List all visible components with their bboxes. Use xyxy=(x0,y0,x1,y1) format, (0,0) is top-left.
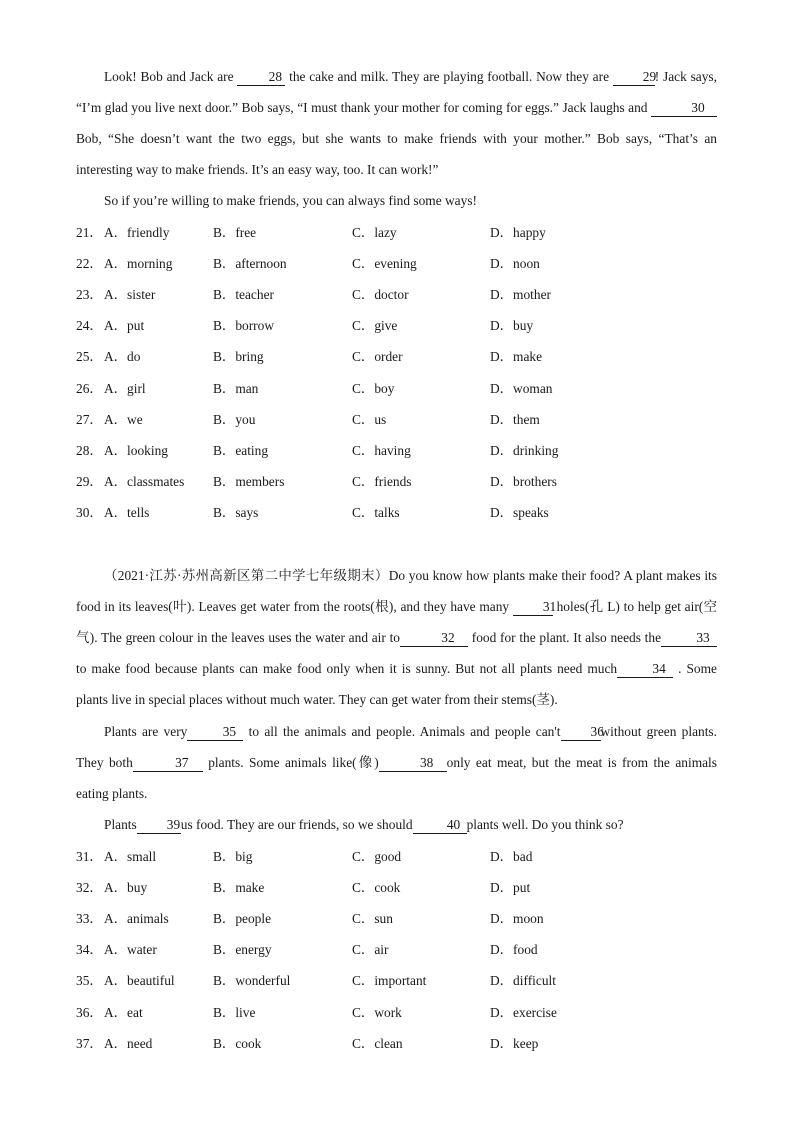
option-c: C．give xyxy=(352,318,398,334)
option-a: A．eat xyxy=(104,1004,143,1020)
question-row xyxy=(76,497,717,528)
question-row xyxy=(76,341,717,372)
option-d: D．buy xyxy=(490,318,534,334)
option-d: D．noon xyxy=(490,256,540,272)
option-a: A．we xyxy=(104,411,143,427)
option-d: D．drinking xyxy=(490,442,559,458)
blank-39: 39 xyxy=(137,816,181,834)
option-a: A．sister xyxy=(104,287,156,303)
blank-30: 30 xyxy=(651,99,717,117)
option-b: B．you xyxy=(213,411,256,427)
blank-28: 28 xyxy=(237,68,285,86)
question-number: 28． xyxy=(76,442,103,458)
passage2-paragraph1: （2021·江苏·苏州高新区第二中学七年级期末）Do you know how plants make their food? A plant makes its food in its leaves(叶). Leaves get water from the roots(根), and they have many 31 holes(孔 L) to help get air(空气). The green colour in the leaves uses the water and air to 32 food for the plant. It also needs the 33 to make food because plants can make food only when it is sunny. But not all plants need much 34 . Some plants live in special places without much water. They can get water from their stems(茎). xyxy=(76,568,718,707)
option-a: A．animals xyxy=(104,911,169,927)
question-row xyxy=(76,965,717,996)
option-d: D．bad xyxy=(490,849,533,864)
passage1-paragraph2: So if you’re willing to make friends, you can always find some ways! xyxy=(104,193,477,208)
blank-38: 38 xyxy=(379,754,447,772)
question-number: 34． xyxy=(76,942,103,958)
option-a: A．water xyxy=(104,942,157,958)
passage2-paragraph3: Plants 39us food. They are our friends, so we should 40 plants well. Do you think so? xyxy=(104,817,624,832)
question-row xyxy=(76,997,717,1028)
option-b: B．big xyxy=(213,849,253,864)
option-c: C．us xyxy=(352,411,387,427)
option-d: D．happy xyxy=(490,225,546,240)
option-a: A．buy xyxy=(104,880,148,896)
option-a: A．small xyxy=(104,849,157,864)
option-a: A．do xyxy=(104,349,141,365)
option-c: C．boy xyxy=(352,380,395,396)
question-number: 21． xyxy=(76,225,103,240)
question-number: 24． xyxy=(76,318,103,334)
blank-31: 31 xyxy=(513,598,553,616)
option-b: B．members xyxy=(213,473,285,489)
option-a: A．looking xyxy=(104,442,168,458)
option-d: D．them xyxy=(490,411,540,427)
option-b: B．wonderful xyxy=(213,973,291,989)
question-number: 31． xyxy=(76,849,103,864)
option-d: D．exercise xyxy=(490,1004,557,1020)
option-c: C．doctor xyxy=(352,287,409,303)
blank-34: 34 xyxy=(617,660,673,678)
option-c: C．air xyxy=(352,942,389,958)
option-b: B．teacher xyxy=(213,287,274,303)
option-c: C．evening xyxy=(352,256,417,272)
option-a: A．put xyxy=(104,318,145,334)
option-a: A．friendly xyxy=(104,225,170,240)
question-row xyxy=(76,279,717,310)
question-number: 36． xyxy=(76,1004,103,1020)
option-b: B．people xyxy=(213,911,272,927)
option-d: D．speaks xyxy=(490,504,549,520)
option-a: A．tells xyxy=(104,504,150,520)
question-row xyxy=(76,310,717,341)
question-number: 30． xyxy=(76,504,103,520)
option-d: D．put xyxy=(490,880,531,896)
option-d: D．difficult xyxy=(490,973,556,989)
question-number: 33． xyxy=(76,911,103,927)
blank-36: 36 xyxy=(561,723,601,741)
question-number: 35． xyxy=(76,973,103,989)
blank-32: 32 xyxy=(400,629,468,647)
question-row xyxy=(76,872,717,903)
option-c: C．having xyxy=(352,442,411,458)
option-d: D．make xyxy=(490,349,543,365)
option-b: B．make xyxy=(213,880,265,896)
passage1-paragraph1: Look! Bob and Jack are 28 the cake and milk. They are playing football. Now they are 29! Jack says, “I’m glad you live next door.” Bob says, “I must thank your mother for coming for eggs.” Jack laughs and 30 Bob, “She doesn’t want the two eggs, but she wants to make friends with your mother.” Bob says, “That’s an interesting way to make friends. It’s an easy way, too. It can work!” xyxy=(76,69,717,177)
option-b: B．cook xyxy=(213,1035,262,1051)
option-d: D．woman xyxy=(490,380,553,396)
blank-40: 40 xyxy=(413,816,467,834)
option-c: C．important xyxy=(352,973,427,989)
question-row xyxy=(76,934,717,965)
question-number: 29． xyxy=(76,473,103,489)
option-b: B．borrow xyxy=(213,318,274,334)
blank-33: 33 xyxy=(661,629,717,647)
blank-37: 37 xyxy=(133,754,203,772)
option-c: C．talks xyxy=(352,504,400,520)
question-number: 32． xyxy=(76,880,103,896)
question-row xyxy=(76,903,717,934)
question-number: 23． xyxy=(76,287,103,303)
option-c: C．clean xyxy=(352,1035,403,1051)
question-number: 27． xyxy=(76,411,103,427)
option-b: B．free xyxy=(213,225,257,240)
option-b: B．afternoon xyxy=(213,256,287,272)
question-row xyxy=(76,1028,717,1059)
option-a: A．morning xyxy=(104,256,173,272)
question-number: 26． xyxy=(76,380,103,396)
option-b: B．says xyxy=(213,504,259,520)
option-c: C．lazy xyxy=(352,225,397,240)
blank-29: 29 xyxy=(613,68,655,86)
option-b: B．man xyxy=(213,380,259,396)
question-row xyxy=(76,466,717,497)
question-row xyxy=(76,217,717,248)
option-a: A．girl xyxy=(104,380,146,396)
option-c: C．friends xyxy=(352,473,412,489)
option-c: C．sun xyxy=(352,911,393,927)
blank-35: 35 xyxy=(187,723,243,741)
option-c: C．good xyxy=(352,849,402,864)
question-row xyxy=(76,841,717,872)
option-b: B．energy xyxy=(213,942,272,958)
option-d: D．mother xyxy=(490,287,551,303)
option-c: C．work xyxy=(352,1004,402,1020)
option-d: D．food xyxy=(490,942,538,958)
option-a: A．need xyxy=(104,1035,153,1051)
option-b: B．bring xyxy=(213,349,264,365)
option-d: D．keep xyxy=(490,1035,539,1051)
option-b: B．live xyxy=(213,1004,256,1020)
option-d: D．moon xyxy=(490,911,544,927)
question-row xyxy=(76,373,717,404)
question-number: 37． xyxy=(76,1035,103,1051)
option-a: A．beautiful xyxy=(104,973,175,989)
option-a: A．classmates xyxy=(104,473,185,489)
option-b: B．eating xyxy=(213,442,269,458)
option-d: D．brothers xyxy=(490,473,557,489)
question-row xyxy=(76,435,717,466)
passage2-paragraph2: Plants are very 35 to all the animals and people. Animals and people can't 36without green plants. They both 37 plants. Some animals like(像) 38 only eat meat, but the meat is from the animals eating plants. xyxy=(76,724,717,801)
option-c: C．cook xyxy=(352,880,401,896)
question-number: 22． xyxy=(76,256,103,272)
question-number: 25． xyxy=(76,349,103,365)
source-note: （2021·江苏·苏州高新区第二中学七年级期末） xyxy=(104,568,389,583)
question-row xyxy=(76,248,717,279)
option-c: C．order xyxy=(352,349,403,365)
question-row xyxy=(76,404,717,435)
